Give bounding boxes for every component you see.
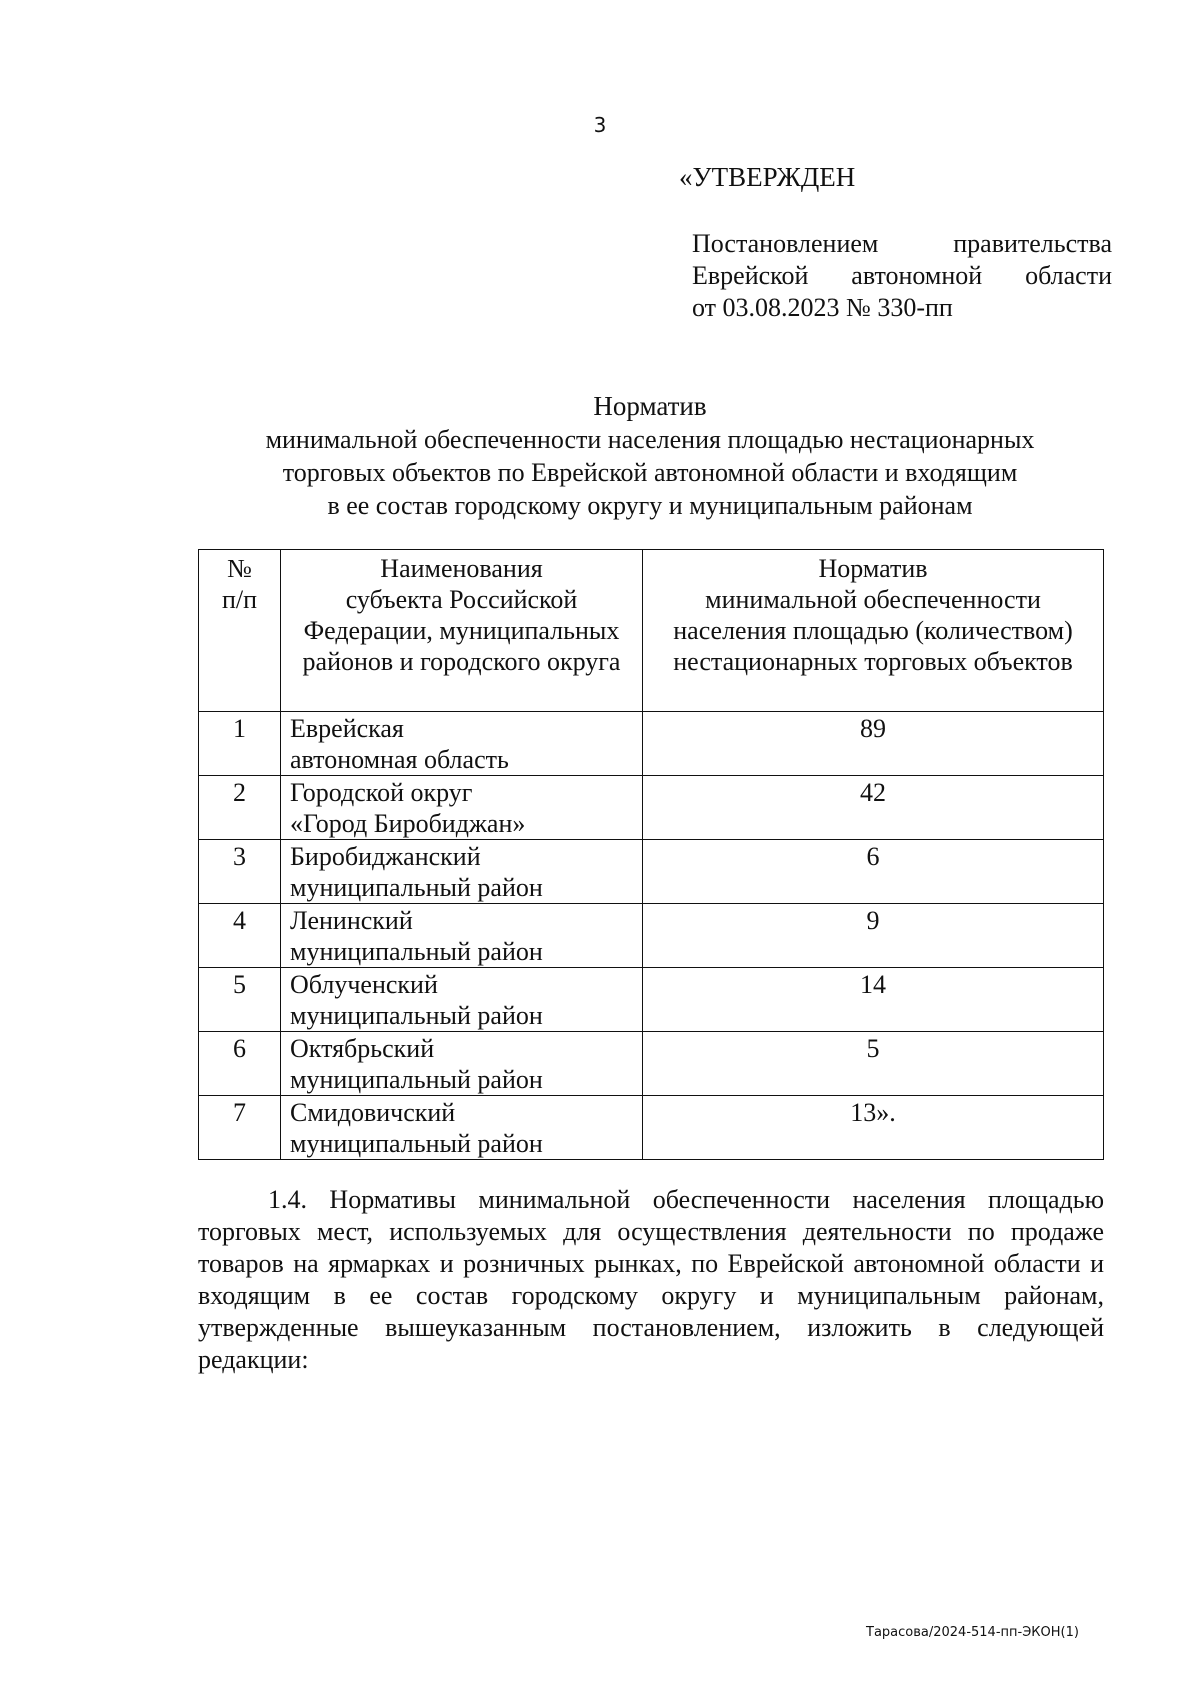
table-row xyxy=(199,1096,1104,1160)
row-value: 6 xyxy=(643,840,1104,904)
row-value: 9 xyxy=(643,904,1104,968)
row-number: 5 xyxy=(199,968,281,1032)
header-number-line: № xyxy=(227,554,252,583)
row-name-line: Городской округ xyxy=(290,778,473,807)
row-name xyxy=(281,968,643,1032)
row-number: 7 xyxy=(199,1096,281,1160)
header-value xyxy=(643,550,1104,712)
row-name xyxy=(281,712,643,776)
row-number: 3 xyxy=(199,840,281,904)
heading-line-1: минимальной обеспеченности населения площадью нестационарных xyxy=(265,425,1035,454)
row-name-line: муниципальный район xyxy=(290,937,543,966)
row-number: 1 xyxy=(199,712,281,776)
row-name-line: муниципальный район xyxy=(290,1001,543,1030)
header-value-line: Норматив xyxy=(818,554,928,583)
table-row xyxy=(199,968,1104,1032)
header-name-line: Наименования xyxy=(380,554,543,583)
row-name-line: Смидовичский xyxy=(290,1098,456,1127)
page-number: 3 xyxy=(593,113,607,137)
row-name-line: Октябрьский xyxy=(290,1034,435,1063)
row-name-line: Ленинский xyxy=(290,906,413,935)
table-row xyxy=(199,776,1104,840)
row-value: 5 xyxy=(643,1032,1104,1096)
table-header-row xyxy=(199,550,1104,712)
row-number: 4 xyxy=(199,904,281,968)
row-value: 13». xyxy=(643,1096,1104,1160)
norm-table xyxy=(198,549,1104,1160)
heading-line-2: торговых объектов по Еврейской автономной области и входящим xyxy=(282,458,1018,487)
header-value-line: минимальной обеспеченности xyxy=(705,585,1041,614)
row-name-line: муниципальный район xyxy=(290,1065,543,1094)
row-name xyxy=(281,904,643,968)
row-name xyxy=(281,840,643,904)
footer-code: Тарасова/2024-514-пп-ЭКОН(1) xyxy=(866,1625,1079,1640)
row-value: 89 xyxy=(643,712,1104,776)
table-row xyxy=(199,712,1104,776)
row-name xyxy=(281,1032,643,1096)
body-paragraph: 1.4. Нормативы минимальной обеспеченности населения площадью торговых мест, используемых для осуществления деятельности по продаже товаров на ярмарках и розничных рынках, по Еврейской автономной области и входящим в ее состав городскому округу и муниципальным районам, утвержденные вышеуказанным постановлением, изложить в следующей редакции: xyxy=(198,1185,1104,1374)
row-name-line: муниципальный район xyxy=(290,1129,543,1158)
row-name xyxy=(281,1096,643,1160)
header-value-line: населения площадью (количеством) xyxy=(673,616,1073,645)
table-row xyxy=(199,840,1104,904)
row-name-line: Биробиджанский xyxy=(290,842,481,871)
row-name-line: муниципальный район xyxy=(290,873,543,902)
row-value: 14 xyxy=(643,968,1104,1032)
header-name-line: районов и городского округа xyxy=(302,647,621,676)
row-name xyxy=(281,776,643,840)
decree-reference xyxy=(692,228,1112,324)
approved-label: «УТВЕРЖДЕН xyxy=(679,162,856,192)
row-name-line: Облученский xyxy=(290,970,438,999)
row-name-line: «Город Биробиджан» xyxy=(290,809,526,838)
table-row xyxy=(199,904,1104,968)
header-number xyxy=(199,550,281,712)
document-heading xyxy=(200,390,1100,522)
header-number-line: п/п xyxy=(221,585,258,614)
heading-line-3: в ее состав городскому округу и муниципальным районам xyxy=(327,491,973,520)
heading-title: Норматив xyxy=(593,391,707,421)
row-name-line: Еврейская xyxy=(290,714,404,743)
decree-line-1: Постановлением правительства xyxy=(692,229,1112,258)
table-row xyxy=(199,1032,1104,1096)
header-name-line: субъекта Российской xyxy=(345,585,578,614)
header-name xyxy=(281,550,643,712)
decree-line-3: от 03.08.2023 № 330-пп xyxy=(692,293,953,322)
row-number: 2 xyxy=(199,776,281,840)
row-name-line: автономная область xyxy=(290,745,509,774)
row-value: 42 xyxy=(643,776,1104,840)
decree-line-2: Еврейской автономной области xyxy=(692,261,1112,290)
row-number: 6 xyxy=(199,1032,281,1096)
header-value-line: нестационарных торговых объектов xyxy=(673,647,1073,676)
header-name-line: Федерации, муниципальных xyxy=(303,616,620,645)
